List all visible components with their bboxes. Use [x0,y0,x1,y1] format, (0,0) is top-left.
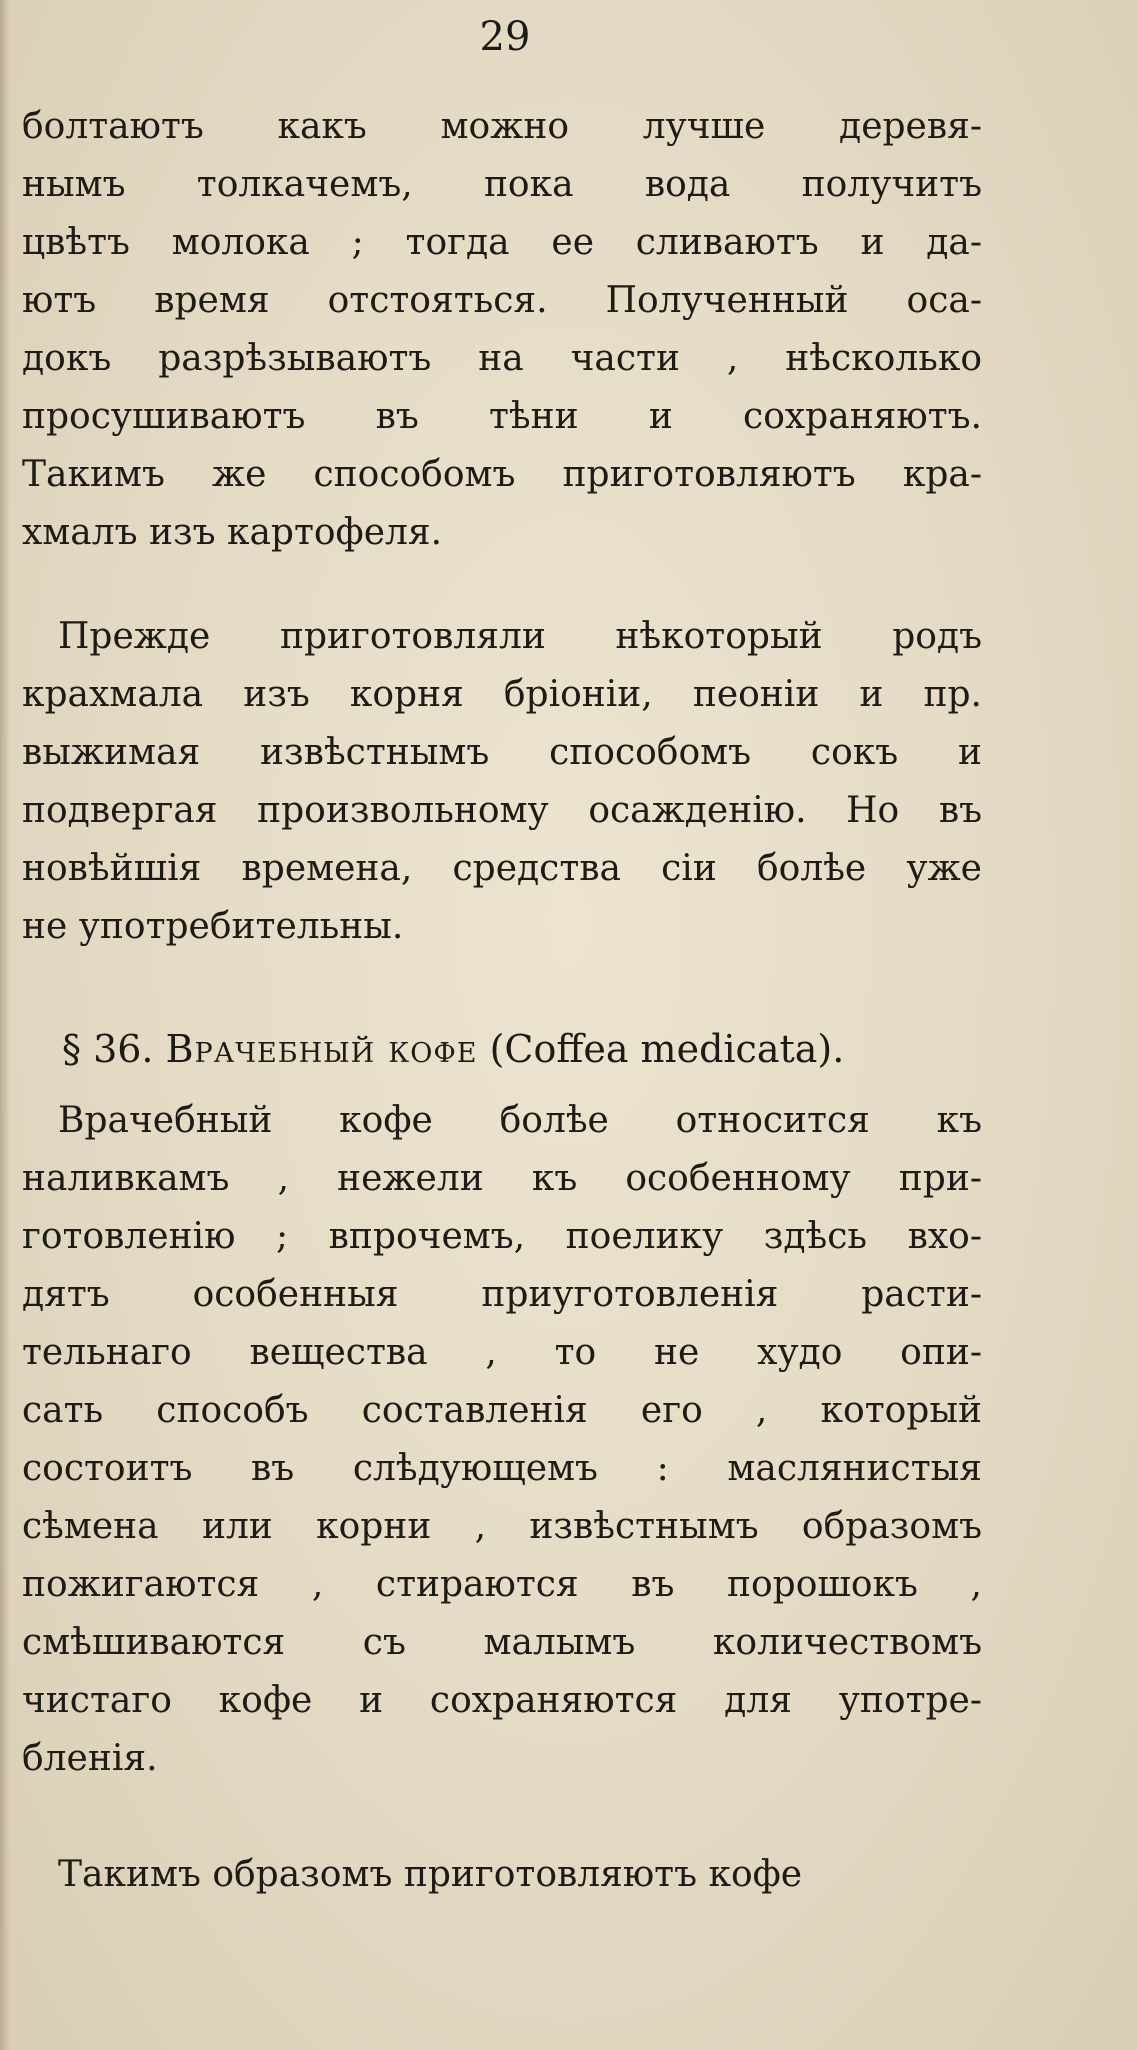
text-line: болтаютъ какъ можно лучше деревя- [22,106,982,147]
paragraph-1 [22,98,982,562]
text-line: крахмала изъ корня бріоніи, пеоніи и пр. [22,674,982,715]
text-line: новѣйшія времена, средства сіи болѣе уже [22,848,982,889]
paragraph-2 [22,608,982,956]
text-line: подвергая произвольному осажденію. Но въ [22,790,982,831]
text-line: Такимъ же способомъ приготовляютъ кра- [22,454,982,495]
section-heading-line [22,1018,982,1080]
text-line: тельнаго вещества , то не худо опи- [22,1332,982,1373]
text-line: сѣмена или корни , извѣстнымъ образомъ [22,1506,982,1547]
text-line: цвѣтъ молока ; тогда ее сливаютъ и да- [22,222,982,263]
text-line: сать способъ составленія его , который [22,1390,982,1431]
section-latin-title: (Coffea medicata). [489,1027,845,1071]
paragraph-3 [22,1092,982,1788]
text-line: смѣшиваются съ малымъ количествомъ [22,1622,982,1663]
text-line: чистаго кофе и сохраняются для употре- [22,1680,982,1721]
text-line: ютъ время отстояться. Полученный оса- [22,280,982,321]
text-line: наливкамъ , нежели къ особенному при- [22,1158,982,1199]
text-line: состоитъ въ слѣдующемъ : маслянистыя [22,1448,982,1489]
text-line: Врачебный кофе болѣе относится къ [58,1100,982,1141]
text-line: дятъ особенныя приуготовленія расти- [22,1274,982,1315]
text-line: Такимъ образомъ приготовляютъ кофе [58,1854,803,1895]
page-number: 29 [479,14,531,60]
text-line: не употребительны. [22,906,404,947]
text-line: нымъ толкачемъ, пока вода получитъ [22,164,982,205]
text-line: Прежде приготовляли нѣкоторый родъ [58,616,982,657]
text-line: просушиваютъ въ тѣни и сохраняютъ. [22,396,982,437]
text-line: выжимая извѣстнымъ способомъ сокъ и [22,732,982,773]
paragraph-4 [22,1846,982,1904]
section-title: Врачебный кофе [165,1027,478,1071]
text-line: хмалъ изъ картофеля. [22,512,443,553]
text-line: пожигаются , стираются въ порошокъ , [22,1564,982,1605]
text-line: готовленію ; впрочемъ, поелику здѣсь вхо- [22,1216,982,1257]
section-number: § 36. [62,1027,154,1071]
text-line: бленія. [22,1738,158,1779]
text-line: докъ разрѣзываютъ на части , нѣсколько [22,338,982,379]
section-heading [22,1018,982,1080]
